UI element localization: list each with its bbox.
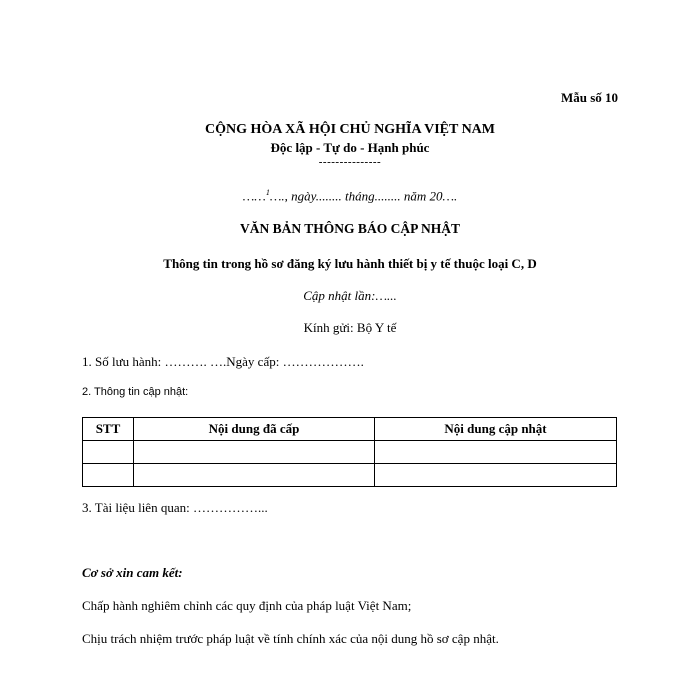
place-placeholder: …… — [242, 188, 266, 204]
column-header-updated-content: Nội dung cập nhật — [375, 418, 617, 441]
commitment-line-1: Chấp hành nghiêm chỉnh các quy định của pháp luật Việt Nam; — [82, 598, 412, 613]
table-cell — [375, 464, 617, 487]
commitment-heading: Cơ sở xin cam kết: — [82, 565, 183, 580]
table-row — [83, 441, 617, 464]
motto-divider: --------------- — [318, 156, 382, 168]
document-title: VĂN BẢN THÔNG BÁO CẬP NHẬT — [240, 221, 460, 236]
table-cell — [134, 441, 375, 464]
column-header-stt: STT — [83, 418, 134, 441]
update-table — [82, 417, 617, 487]
related-documents-line: 3. Tài liệu liên quan: ……………... — [82, 500, 268, 515]
date-placeholder: …., ngày........ tháng........ năm 20…. — [269, 188, 458, 204]
column-header-issued-content: Nội dung đã cấp — [134, 418, 375, 441]
country-name: CỘNG HÒA XÃ HỘI CHỦ NGHĨA VIỆT NAM — [204, 122, 495, 137]
update-count: Cập nhật lần:…... — [303, 288, 397, 303]
table-cell — [134, 464, 375, 487]
table-cell — [83, 441, 134, 464]
national-motto: Độc lập - Tự do - Hạnh phúc — [270, 140, 430, 155]
place-date-line — [0, 188, 700, 204]
table-row — [83, 464, 617, 487]
commitment-line-2: Chịu trách nhiệm trước pháp luật về tính chính xác của nội dung hồ sơ cập nhật. — [82, 631, 499, 646]
table-header-row — [83, 418, 617, 441]
update-info-heading: 2. Thông tin cập nhật: — [82, 386, 189, 398]
footnote-mark: 1 — [265, 188, 270, 197]
document-subtitle: Thông tin trong hồ sơ đăng ký lưu hành thiết bị y tế thuộc loại C, D — [163, 256, 537, 271]
table-cell — [375, 441, 617, 464]
table-cell — [83, 464, 134, 487]
form-number: Mẫu số 10 — [560, 90, 618, 105]
recipient: Kính gửi: Bộ Y tế — [303, 320, 397, 335]
registration-number-line: 1. Số lưu hành: ………. ….Ngày cấp: ………………. — [82, 354, 364, 369]
